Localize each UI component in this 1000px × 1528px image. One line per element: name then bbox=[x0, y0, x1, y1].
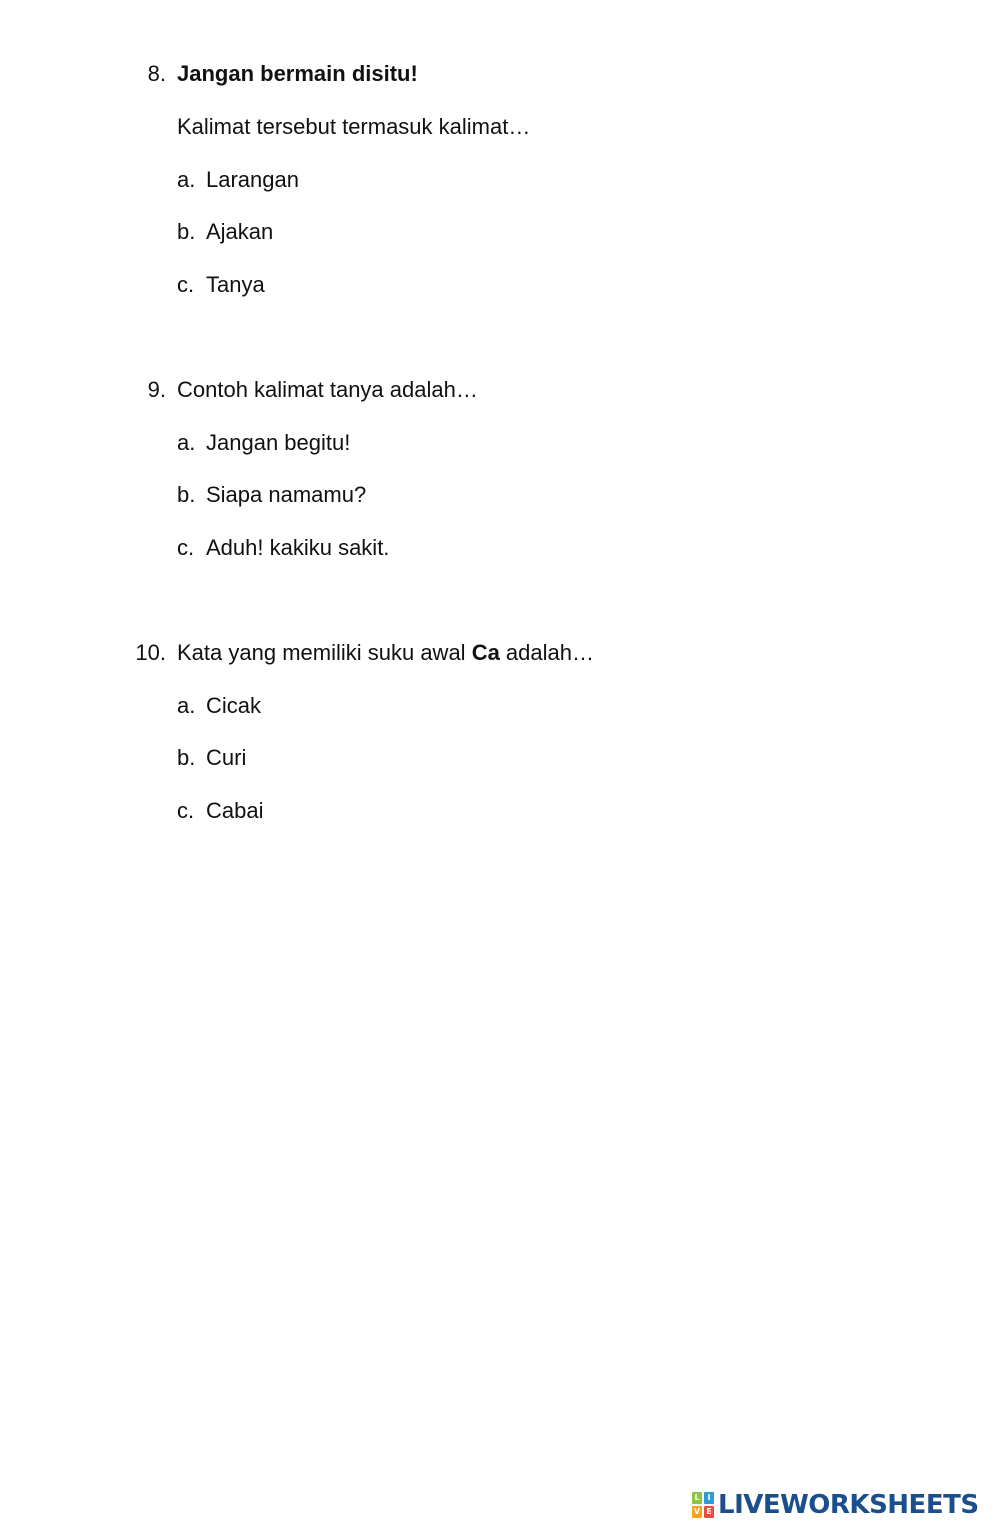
live-logo-icon bbox=[692, 1492, 714, 1518]
option-letter: b. bbox=[177, 219, 196, 244]
option-text: Larangan bbox=[206, 167, 299, 192]
question-subtitle: Kalimat tersebut termasuk kalimat… bbox=[177, 114, 531, 139]
option-letter: a. bbox=[177, 693, 196, 718]
logo-cell-i: I bbox=[704, 1492, 714, 1504]
option-text: Aduh! kakiku sakit. bbox=[206, 535, 390, 560]
option-letter: a. bbox=[177, 167, 196, 192]
question-title: Contoh kalimat tanya adalah… bbox=[177, 377, 478, 402]
brand-name: LIVEWORKSHEETS bbox=[718, 1490, 979, 1520]
question-number: 10. bbox=[135, 640, 166, 665]
question-title bbox=[177, 640, 594, 666]
option-letter: a. bbox=[177, 430, 196, 455]
option-letter: c. bbox=[177, 535, 195, 560]
option-letter: b. bbox=[177, 745, 196, 770]
question-title-pre: Kata yang memiliki suku awal bbox=[177, 640, 472, 665]
option-text: Curi bbox=[206, 745, 247, 770]
logo-cell-v: V bbox=[693, 1507, 701, 1516]
option-text: Jangan begitu! bbox=[206, 430, 351, 455]
question-number: 8. bbox=[147, 61, 166, 86]
option-letter: c. bbox=[177, 272, 195, 297]
option-text: Ajakan bbox=[206, 219, 274, 244]
logo-cell-e: E bbox=[704, 1506, 714, 1518]
question-title-bold: Ca bbox=[471, 640, 500, 665]
option-letter: b. bbox=[177, 482, 196, 507]
question-number: 9. bbox=[147, 377, 166, 402]
question-title-post: adalah… bbox=[499, 640, 594, 665]
question-title: Jangan bermain disitu! bbox=[177, 61, 418, 86]
option-text: Cicak bbox=[206, 693, 262, 718]
logo-cell-l: L bbox=[692, 1492, 702, 1504]
option-letter: c. bbox=[177, 798, 195, 823]
option-text: Siapa namamu? bbox=[206, 482, 367, 507]
option-text: Cabai bbox=[206, 798, 264, 823]
liveworksheets-logo bbox=[692, 1488, 979, 1522]
option-text: Tanya bbox=[206, 272, 265, 297]
